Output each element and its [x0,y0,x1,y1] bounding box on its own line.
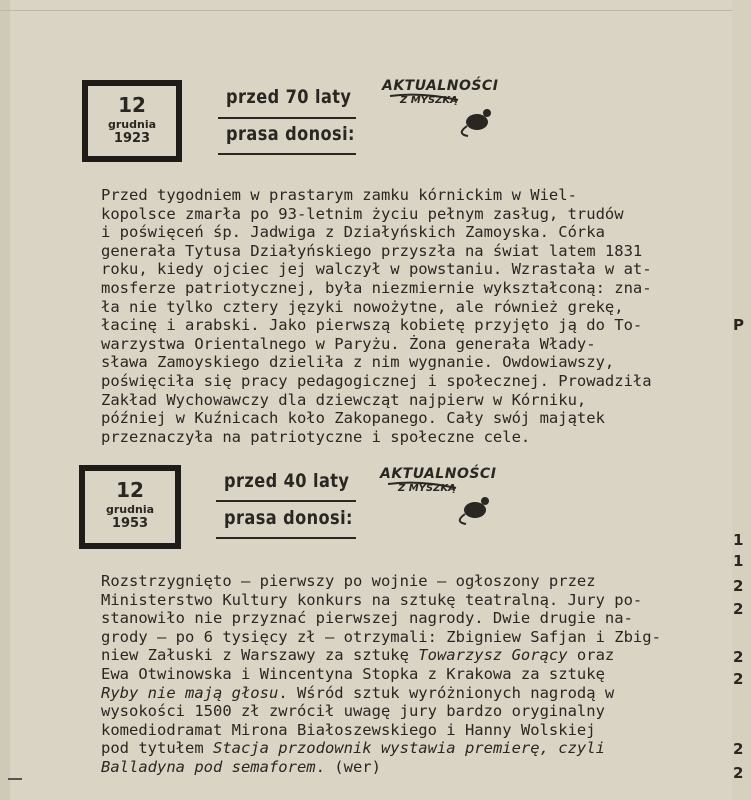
aktualnosci-z-myszka-logo [382,78,497,138]
article-line: później w Kuźnicach koło Zakopanego. Cały swój majątek [101,409,605,428]
article-line: Ryby nie mają głosu. Wśród sztuk wyróżnionych nagrodą w [101,683,615,702]
article-line: kopolsce zmarła po 93-letnim życiu pełnym zasług, trudów [101,204,624,223]
heading-press-reports: prasa donosi: [224,507,353,529]
heading-rule [216,537,356,539]
article-line: Ewa Otwinowska i Wincentyna Stopka z Krakowa za sztukę [101,664,605,683]
date-year: 1953 [111,516,149,531]
adjacent-page-char: 2 [733,600,744,618]
article-line: warzystwa Orientalnego w Paryżu. Żona generała Włady- [101,334,596,353]
adjacent-page-char: 2 [733,577,744,595]
date-day: 12 [118,93,146,117]
date-box-1953 [79,465,181,549]
aktualnosci-z-myszka-logo [380,466,495,526]
date-year: 1923 [113,131,151,146]
article-line: sława Zamoyskiego dzieliła z nim wygnanie. Owdowiawszy, [101,353,615,372]
adjacent-page-char: 2 [733,648,744,666]
heading-years-ago: przed 70 laty [226,86,352,108]
article-line: poświęciła się pracy pedagogicznej i społecznej. Prowadziła [101,371,652,390]
mouse-icon [380,466,495,526]
heading-rule [218,153,356,155]
heading-years-ago: przed 40 laty [224,470,350,492]
heading-rule [216,500,356,502]
article-line: Rozstrzygnięto — pierwszy po wojnie — ogłoszony przez [101,572,596,590]
article-1953 [101,572,665,777]
date-month: grudnia [107,118,157,131]
article-line: pod tytułem Stacja przodownik wystawia premierę, czyli [101,739,605,758]
article-line: Balladyna pod semaforem. (wer) [101,757,381,776]
article-line: i poświęceń śp. Jadwiga z Działyńskich Zamoyska. Córka [101,223,605,242]
article-line: przeznaczyła na patriotyczne i społeczne cele. [101,427,531,446]
adjacent-page-char: 2 [733,764,744,782]
fold-line [0,10,751,11]
date-month: grudnia [105,503,155,516]
date-day: 12 [116,478,144,502]
adjacent-page-char: 1 [733,531,744,549]
article-line: komediodramat Mirona Białoszewskiego i Hanny Wolskiej [101,720,596,739]
article-line: mosferze patriotycznej, była niezmiernie wykształconą: zna- [101,278,652,297]
page-mark [8,778,22,780]
adjacent-page-char: 2 [733,670,744,688]
article-line: stanowiło nie przyznać pierwszej nagrody. Dwie drugie na- [101,609,633,628]
article-line: Zakład Wychowawczy dla dziewcząt najpierw w Kórniku, [101,390,587,409]
heading-press-reports: prasa donosi: [226,123,355,145]
article-line: grody — po 6 tysięcy zł — otrzymali: Zbigniew Safjan i Zbig- [101,627,661,646]
heading-rule [218,117,356,119]
page-edge [0,0,10,800]
adjacent-page-char: P [733,316,744,334]
article-line: łacinę i arabski. Jako pierwszą kobietę przyjęto ją do To- [101,316,643,335]
article-line: wysokości 1500 zł zwrócił uwagę jury bardzo oryginalny [101,702,605,721]
logo-tag-text: Z MYSZKĄ [398,483,456,494]
adjacent-page-char: 1 [733,552,744,570]
date-box-1923 [82,80,182,162]
article-line: generała Tytusa Działyńskiego przyszła na świat latem 1831 [101,241,643,260]
logo-brand-text: AKTUALNOŚCI [382,78,499,94]
article-line: ła nie tylko cztery języki nowożytne, ale również grekę, [101,297,624,316]
adjacent-page-char: 2 [733,740,744,758]
logo-brand-text: AKTUALNOŚCI [380,466,497,482]
article-line: niew Załuski z Warszawy za sztukę Towarzysz Gorący oraz [101,646,615,665]
article-line: Przed tygodniem w prastarym zamku kórnickim w Wiel- [101,186,577,204]
mouse-icon [382,78,497,138]
logo-tag-text: Z MYSZKĄ [400,95,458,106]
article-line: Ministerstwo Kultury konkurs na sztukę teatralną. Jury po- [101,590,643,609]
article-1923 [101,186,665,446]
article-line: roku, kiedy ojciec jej walczył w powstaniu. Wzrastała w at- [101,260,652,279]
